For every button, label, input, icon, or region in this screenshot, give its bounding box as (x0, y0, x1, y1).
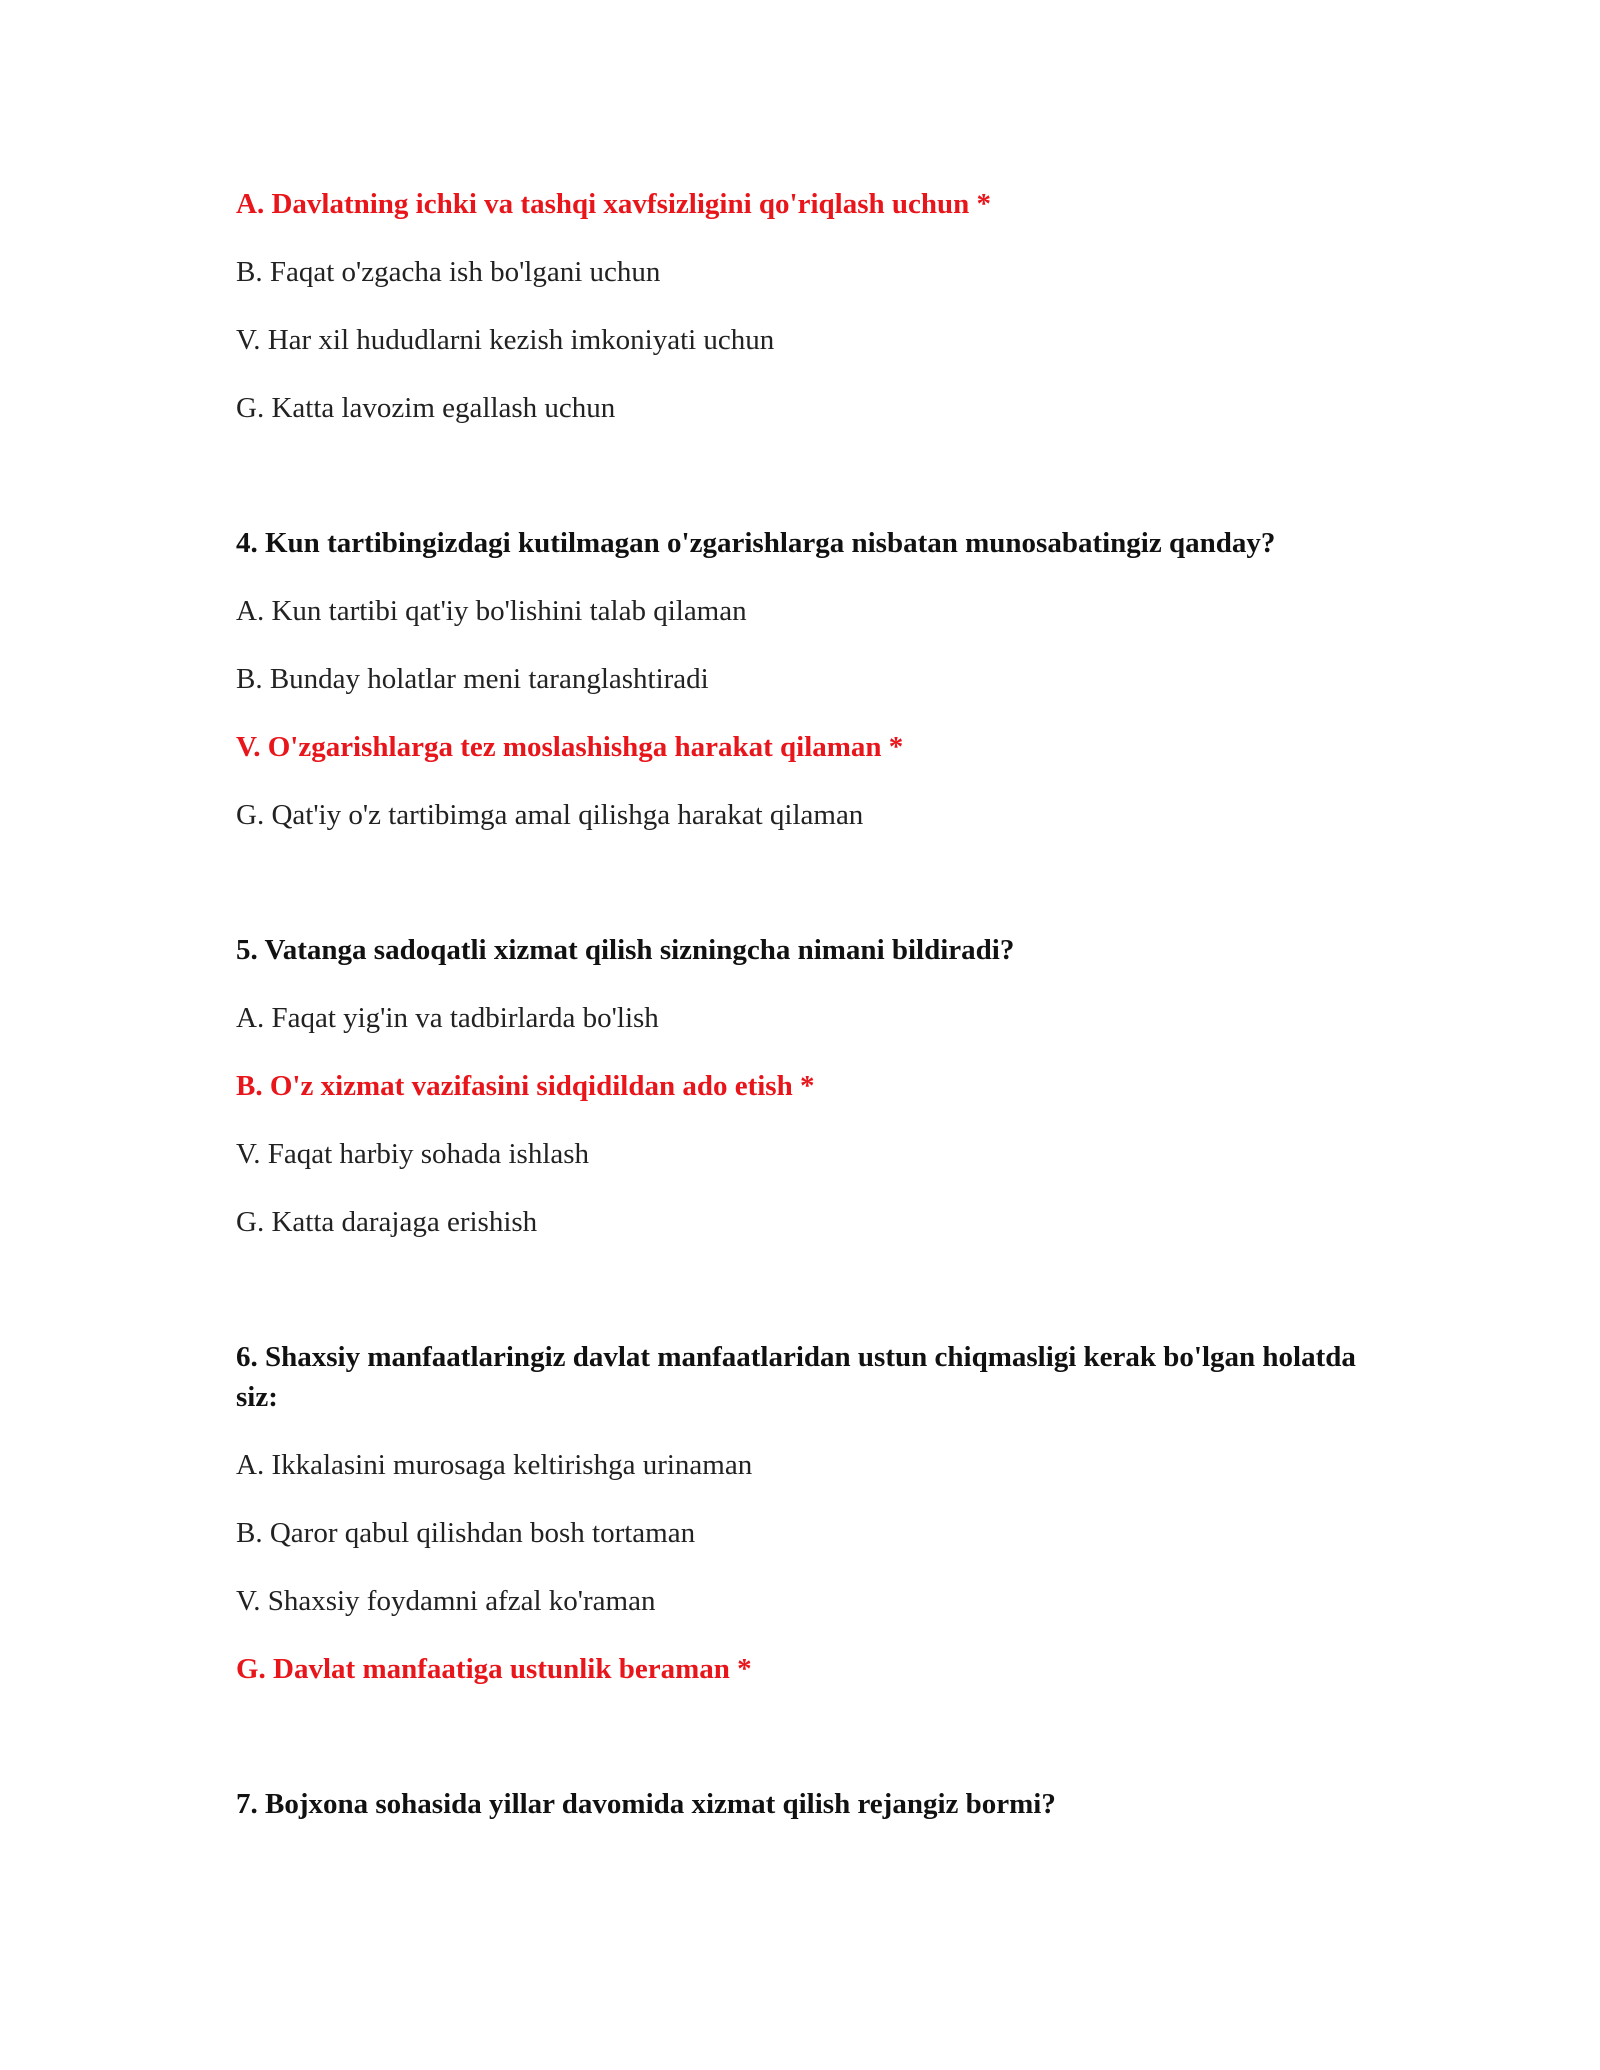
question-block-3 (236, 184, 1386, 428)
question-5-text: 5. Vatanga sadoqatli xizmat qilish sizningcha nimani bildiradi? (236, 934, 1015, 966)
question-block-5 (236, 930, 1386, 1242)
document-content (236, 184, 1386, 1852)
option-g: G. Katta lavozim egallash uchun (236, 392, 616, 424)
option-b: B. Qaror qabul qilishdan bosh tortaman (236, 1517, 696, 1549)
spacer (236, 863, 1386, 930)
option-a: A. Faqat yig'in va tadbirlarda bo'lish (236, 1002, 659, 1034)
question-7-text: 7. Bojxona sohasida yillar davomida xizmat qilish rejangiz bormi? (236, 1788, 1056, 1820)
option-b: B. Faqat o'zgacha ish bo'lgani uchun (236, 256, 661, 288)
question-block-4 (236, 523, 1386, 835)
option-b: B. Bunday holatlar meni taranglashtiradi (236, 663, 709, 695)
option-b-correct: B. O'z xizmat vazifasini sidqidildan ado etish * (236, 1070, 815, 1102)
spacer (236, 456, 1386, 523)
question-6-text: 6. Shaxsiy manfaatlaringiz davlat manfaatlaridan ustun chiqmasligi kerak bo'lgan holatda siz: (236, 1341, 1356, 1413)
spacer (236, 1270, 1386, 1337)
question-block-7 (236, 1784, 1386, 1824)
question-4-text: 4. Kun tartibingizdagi kutilmagan o'zgarishlarga nisbatan munosabatingiz qanday? (236, 527, 1276, 559)
option-v: V. Shaxsiy foydamni afzal ko'raman (236, 1585, 656, 1617)
option-v: V. Faqat harbiy sohada ishlash (236, 1138, 590, 1170)
option-a-correct: A. Davlatning ichki va tashqi xavfsizligini qo'riqlash uchun * (236, 188, 991, 220)
option-v-correct: V. O'zgarishlarga tez moslashishga harakat qilaman * (236, 731, 904, 763)
option-g-correct: G. Davlat manfaatiga ustunlik beraman * (236, 1653, 752, 1685)
option-g: G. Katta darajaga erishish (236, 1206, 538, 1238)
option-g: G. Qat'iy o'z tartibimga amal qilishga harakat qilaman (236, 799, 864, 831)
option-a: A. Kun tartibi qat'iy bo'lishini talab qilaman (236, 595, 747, 627)
question-block-6 (236, 1337, 1386, 1689)
option-a: A. Ikkalasini murosaga keltirishga urinaman (236, 1449, 753, 1481)
spacer (236, 1717, 1386, 1784)
option-v: V. Har xil hududlarni kezish imkoniyati uchun (236, 324, 775, 356)
